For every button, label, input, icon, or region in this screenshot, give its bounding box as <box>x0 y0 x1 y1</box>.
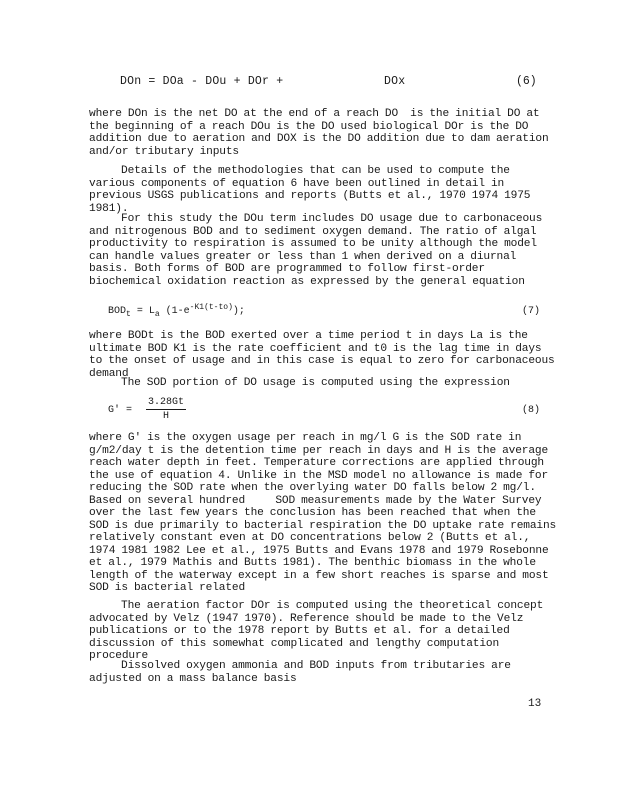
paragraph-sod-definitions: where G' is the oxygen usage per reach in mg/l G is the SOD rate in g/m2/day t is the detention time per reach in days and H is the average reach water depth in feet. Temperature corrections are applied through the use of equation 4. Unlike in the MSD model no allowance is made for reducing the SOD rate when the overlying water DO falls below 2 mg/l. Based on several hundred SOD measurements made by the Water Survey over the last few years the conclusion has been reached that when the SOD is due primarily to bacterial respiration the DO uptake rate remains relatively constant even at DO concentrations below 2 (Butts et al., 1974 1981 1982 Lee et al., 1975 Butts and Evans 1978 and 1979 Rosebonne et al., 1979 Mathis and Butts 1981). The benthic biomass in the whole length of the waterway except in a few short reaches is sparse and most SOD is bacterial related <box>89 432 563 594</box>
paragraph-methodology: Details of the methodologies that can be used to compute the various components of equation 6 have been outlined in detail in previous USGS publications and reports (Butts et al., 1970 1974 1975 1981). <box>89 165 537 215</box>
equation-8-fraction <box>146 397 186 422</box>
equation-7-number: (7) <box>522 306 541 317</box>
paragraph-tributary-inputs: Dissolved oxygen ammonia and BOD inputs from tributaries are adjusted on a mass balance basis <box>89 660 517 685</box>
paragraph-study-dou: For this study the DOu term includes DO usage due to carbonaceous and nitrogenous BOD and to sediment oxygen demand. The ratio of algal productivity to respiration is assumed to be unity although the model can handle values greater or less than 1 when derived on a diurnal basis. Both forms of BOD are programmed to follow first-order biochemical oxidation reaction as expressed by the general equation <box>89 213 549 288</box>
paragraph-sod-intro: The SOD portion of DO usage is computed using the expression <box>121 377 510 389</box>
equation-6-lhs: DOn = DOa - DOu + DOr + <box>120 75 284 88</box>
equation-8-number: (8) <box>522 405 541 416</box>
paragraph-aeration-factor: The aeration factor DOr is computed using the theoretical concept advocated by Velz (1947 1970). Reference should be made to the Velz publications or to the 1978 report by Butts et al. for a detailed discussion of this somewhat complicated and lengthy computation procedure <box>89 600 550 662</box>
equation-6-rhs: DOx <box>384 75 406 88</box>
page-number: 13 <box>528 698 542 710</box>
equation-7: $BOD_t = L_a$ $(1-e^{-K1(t-to)})$; <box>108 303 245 319</box>
equation-8-lhs: G' = <box>108 405 133 416</box>
paragraph-bod-definitions: where BODt is the BOD exerted over a time period t in days La is the ultimate BOD K1 is the rate coefficient and t0 is the lag time in days to the onset of usage and in this case is equal to zero for carbonaceous demand <box>89 330 561 380</box>
equation-6-number: (6) <box>516 75 537 88</box>
equation-8-denominator: H <box>163 411 170 422</box>
paragraph-definitions-eq6: where DOn is the net DO at the end of a reach DO is the initial DO at the beginning of a reach DOu is the DO used biological DOr is the DO addition due to aeration and DOX is the DO addition due to dam aeration and/or tributary inputs <box>89 108 555 158</box>
equation-8-numerator: 3.28Gt <box>148 397 185 408</box>
